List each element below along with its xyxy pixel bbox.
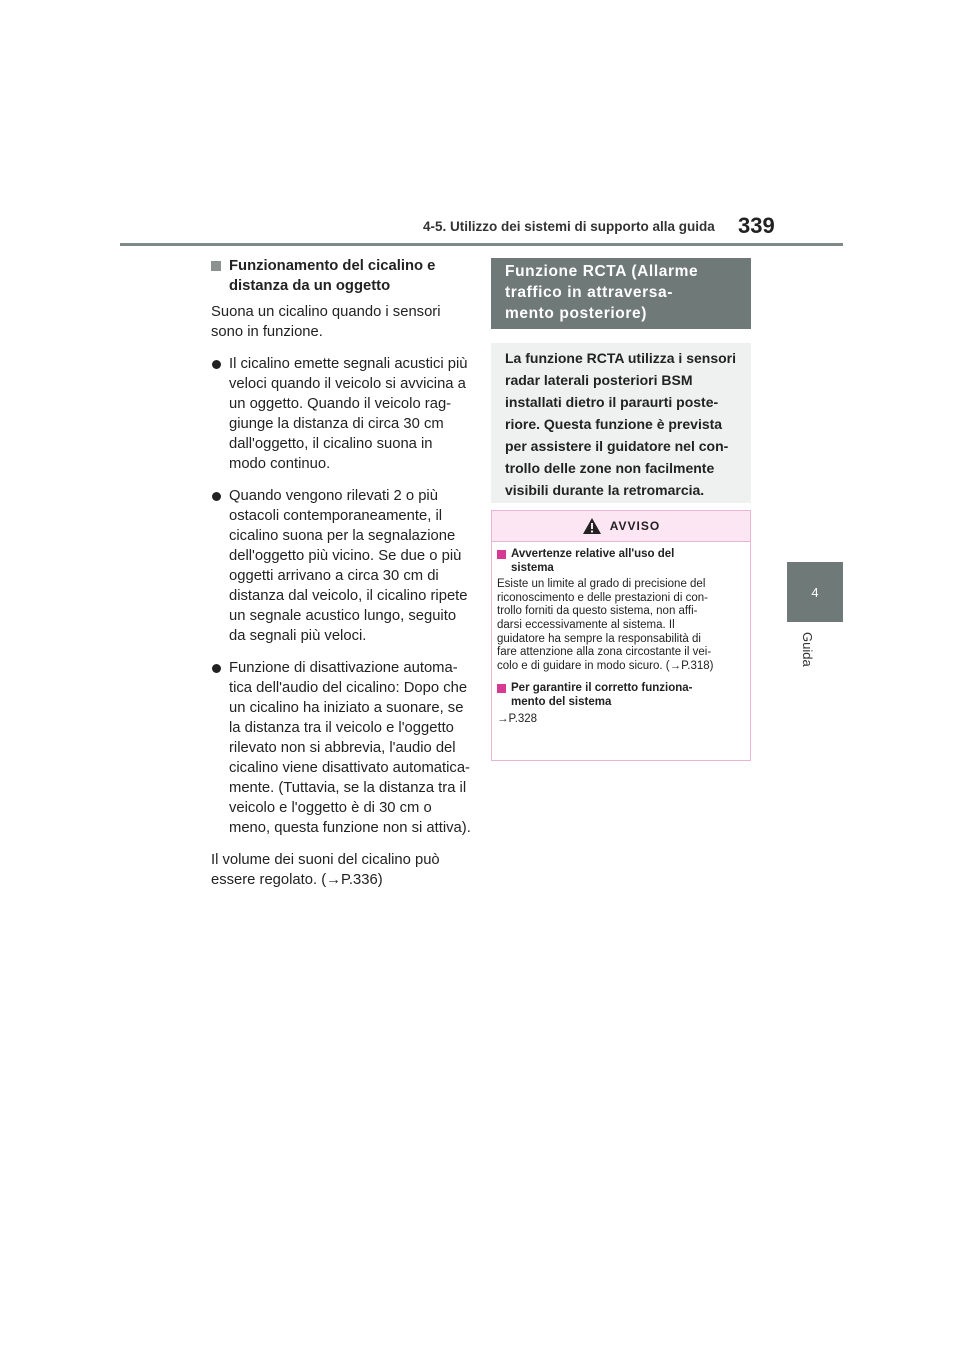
square-bullet-icon <box>497 550 506 559</box>
text-line: distanza dal veicolo, il cicalino ripete <box>229 588 468 604</box>
chapter-number: 4 <box>811 584 819 600</box>
text-line: veloci quando il veicolo si avvicina a <box>229 376 466 392</box>
text-line: un cicalino ha iniziato a suonare, se <box>229 700 464 716</box>
warning-body <box>492 542 750 726</box>
warning-box <box>491 510 751 761</box>
warning-subheading <box>497 682 745 709</box>
text-line: meno, questa funzione non si attiva). <box>229 820 471 836</box>
text-line: cicalino viene disattivato automatica- <box>229 760 470 776</box>
page-reference-link[interactable]: essere regolato. (→P.336) <box>211 872 383 888</box>
text-line: cicalino suona per la segnalazione <box>229 528 456 544</box>
text-line: Quando vengono rilevati 2 o più <box>229 488 438 504</box>
warning-label: AVVISO <box>609 519 661 533</box>
buzzer-section <box>211 256 479 902</box>
text-line: La funzione RCTA utilizza i sensori <box>505 350 737 366</box>
buzzer-heading <box>211 256 479 296</box>
warning-paragraph <box>497 578 745 673</box>
warning-subheading <box>497 548 745 575</box>
text-line: Suona un cicalino quando i sensori <box>211 304 441 320</box>
text-line: un segnale acustico lungo, seguito <box>229 608 457 624</box>
rcta-section-title <box>491 258 751 329</box>
text-line: mente. (Tuttavia, se la distanza tra il <box>229 780 467 796</box>
closing-paragraph <box>211 850 479 890</box>
text-line: Esiste un limite al grado di precisione del <box>497 578 706 591</box>
warning-triangle-icon <box>582 517 602 535</box>
text-line: giunge la distanza di circa 30 cm <box>229 416 444 432</box>
header-divider <box>120 243 843 246</box>
text-line: da segnali più veloci. <box>229 628 367 644</box>
square-bullet-icon <box>211 261 221 271</box>
text-line: installati dietro il paraurti poste- <box>505 394 719 410</box>
bullet-item <box>211 658 479 838</box>
chapter-label-text: Guida <box>800 632 815 667</box>
page-number: 339 <box>738 213 775 238</box>
title-line: traffico in attraversa- <box>505 284 673 301</box>
warning-header <box>492 511 750 542</box>
text-line: darsi eccessivamente al sistema. Il <box>497 618 675 631</box>
bullet-item <box>211 486 479 646</box>
text-line: oggetti arrivano a circa 30 cm di <box>229 568 439 584</box>
text-line: guidatore ha sempre la responsabilità di <box>497 632 701 645</box>
text-line: Per garantire il corretto funziona- <box>511 682 693 695</box>
text-line: Funzione di disattivazione automa- <box>229 660 458 676</box>
section-title: 4-5. Utilizzo dei sistemi di supporto alla guida <box>423 219 715 234</box>
title-line: Funzione RCTA (Allarme <box>505 263 699 280</box>
text-line: riore. Questa funzione è prevista <box>505 416 723 432</box>
text-line: trollo forniti da questo sistema, non affi- <box>497 605 698 618</box>
text-line: sistema <box>511 561 554 574</box>
title-line: mento posteriore) <box>505 305 647 322</box>
text-line: veicolo e l'oggetto è di 30 cm o <box>229 800 432 816</box>
page-reference-link[interactable]: colo e di guidare in modo sicuro. (→P.318) <box>497 659 714 672</box>
bullet-item <box>211 354 479 474</box>
page-reference-link[interactable]: →P.328 <box>497 712 538 725</box>
text-line: rilevato non si abbrevia, l'audio del <box>229 740 456 756</box>
heading-line: distanza da un oggetto <box>229 278 391 294</box>
text-line: mento del sistema <box>511 695 612 708</box>
chapter-label <box>795 632 835 672</box>
text-line: trollo delle zone non facilmente <box>505 460 715 476</box>
chapter-tab[interactable] <box>787 562 843 622</box>
text-line: Il volume dei suoni del cicalino può <box>211 852 440 868</box>
bullet-dot-icon <box>212 360 221 369</box>
bullet-dot-icon <box>212 664 221 673</box>
text-line: modo continuo. <box>229 456 331 472</box>
text-line: un oggetto. Quando il veicolo rag- <box>229 396 452 412</box>
text-line: fare attenzione alla zona circostante il vei- <box>497 646 712 659</box>
text-line: tica dell'audio del cicalino: Dopo che <box>229 680 468 696</box>
intro-paragraph <box>211 302 479 342</box>
text-line: la distanza tra il veicolo e l'oggetto <box>229 720 454 736</box>
heading-line: Funzionamento del cicalino e <box>229 258 436 274</box>
rcta-description-box <box>491 343 751 503</box>
text-line: per assistere il guidatore nel con- <box>505 438 729 454</box>
text-line: Il cicalino emette segnali acustici più <box>229 356 468 372</box>
text-line: visibili durante la retromarcia. <box>505 482 705 498</box>
text-line: riconoscimento e delle prestazioni di con- <box>497 591 708 604</box>
text-line: radar laterali posteriori BSM <box>505 372 693 388</box>
text-line: ostacoli contemporaneamente, il <box>229 508 443 524</box>
square-bullet-icon <box>497 684 506 693</box>
text-line: dell'oggetto più vicino. Se due o più <box>229 548 462 564</box>
text-line: Avvertenze relative all'uso del <box>511 548 675 560</box>
text-line: dall'oggetto, il cicalino suona in <box>229 436 433 452</box>
bullet-dot-icon <box>212 492 221 501</box>
text-line: sono in funzione. <box>211 324 323 340</box>
